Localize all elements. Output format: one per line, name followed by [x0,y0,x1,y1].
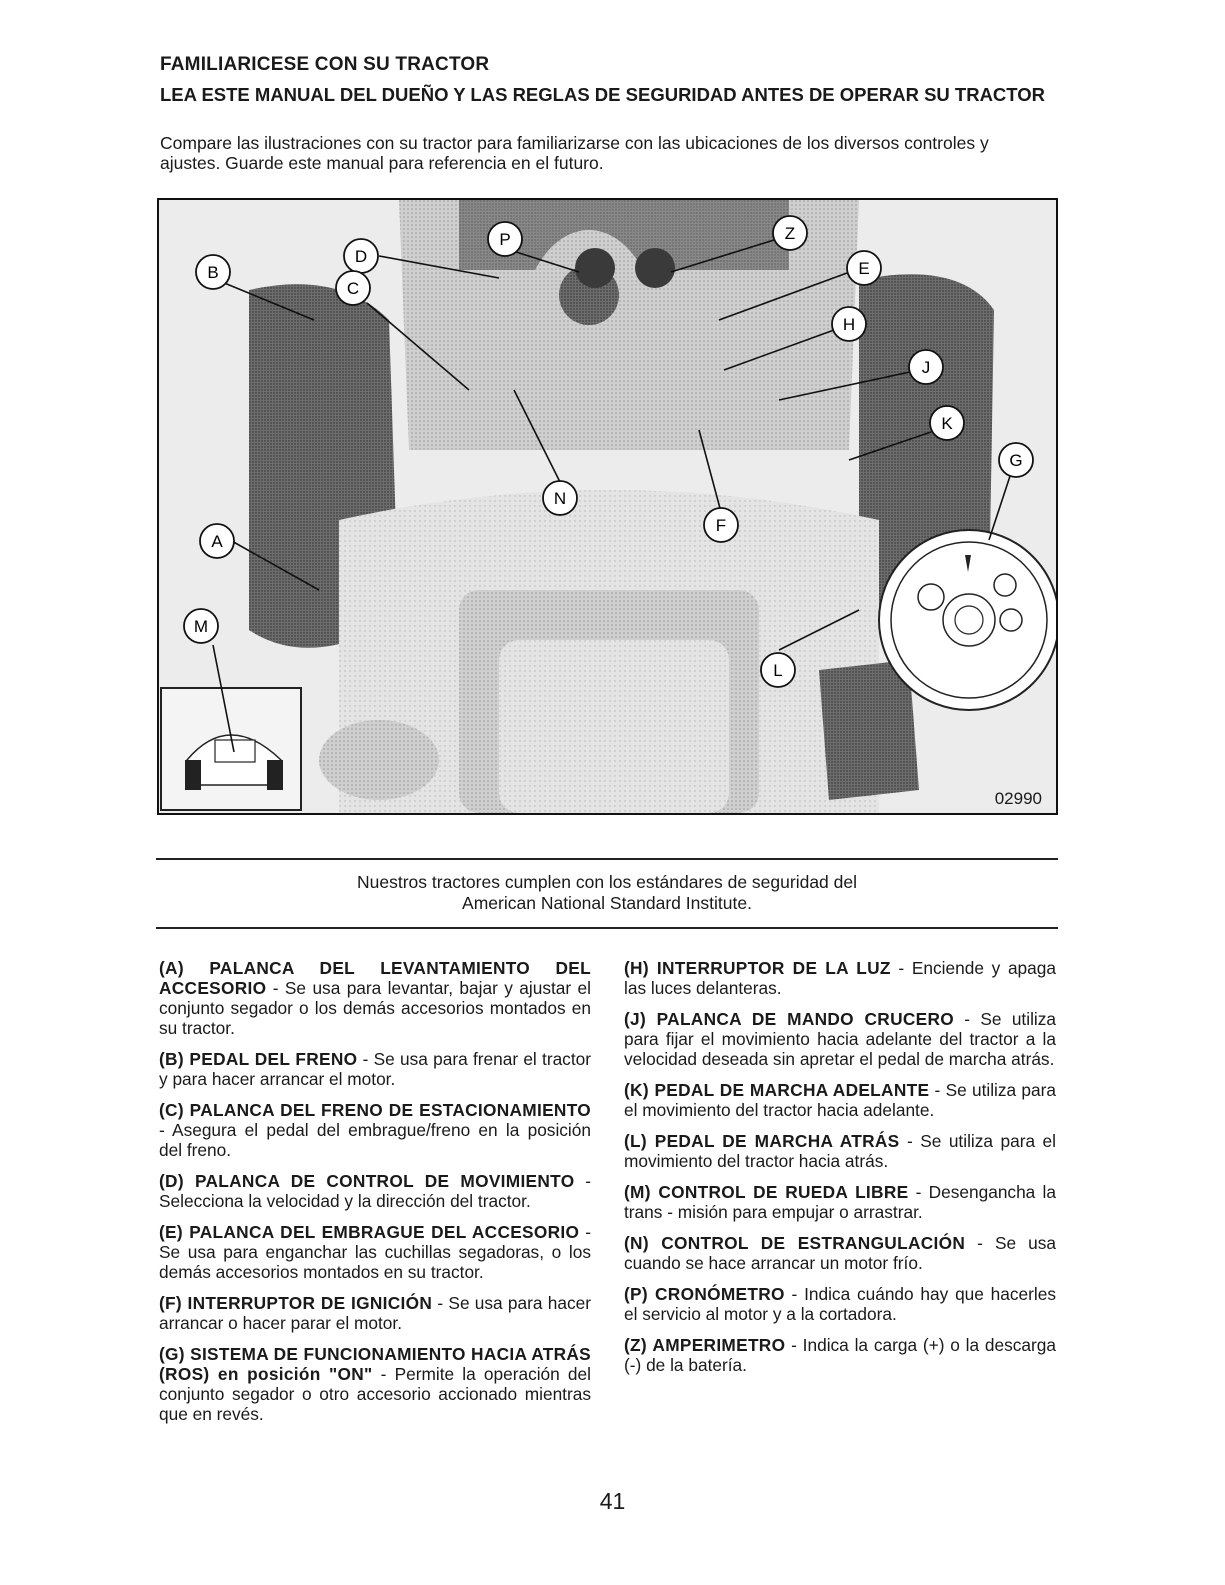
item-title: (Z) AMPERIMETRO [624,1335,786,1355]
svg-text:C: C [346,279,360,298]
page-title: FAMILIARICESE CON SU TRACTOR [160,54,490,75]
tractor-controls-figure [157,198,1058,815]
item-description: - Se usa para frenar el tractor y para hacer arrancar el motor. [159,1049,591,1089]
list-item [624,1080,1056,1120]
list-item [624,1131,1056,1171]
item-description: - Indica cuándo hay que hacerles el servicio al motor y a la cortadora. [624,1284,1057,1324]
list-item [624,1009,1056,1069]
item-description: - Se utiliza para el movimiento del tractor hacia adelante. [624,1080,1056,1120]
item-description: - Se usa para enganchar las cuchillas segadoras, o los demás accesorios montados en su tractor. [159,1222,592,1282]
item-title: (A) PALANCA DEL LEVANTAMIENTO DEL ACCESORIO [159,958,591,998]
callout-d [344,239,378,273]
list-item [624,1284,1056,1324]
item-description: - Indica la carga (+) o la descarga (-) de la batería. [624,1335,1056,1375]
callout-k [930,406,964,440]
item-title: (E) PALANCA DEL EMBRAGUE DEL ACCESORIO [159,1222,580,1242]
svg-text:K: K [941,414,953,433]
item-title: (D) PALANCA DE CONTROL DE MOVIMIENTO [159,1171,575,1191]
list-item [159,1222,591,1282]
divider-bottom [156,927,1058,929]
list-item [624,1233,1056,1273]
list-item [159,1049,591,1089]
page-subtitle: LEA ESTE MANUAL DEL DUEÑO Y LAS REGLAS DE SEGURIDAD ANTES DE OPERAR SU TRACTOR [160,84,1046,105]
item-description: - Se usa cuando se hace arrancar un motor frío. [624,1233,1056,1273]
svg-text:G: G [1009,451,1023,470]
intro-paragraph: Compare las ilustraciones con su tractor para familiarizarse con las ubicaciones de los diversos controles y ajustes. Guarde este manual para referencia en el futuro. [160,133,989,173]
svg-text:E: E [858,259,870,278]
item-description: - Asegura el pedal del embrague/freno en la posición del freno. [159,1120,591,1160]
item-description: - Se utiliza para fijar el movimiento hacia adelante del tractor a la velocidad deseada sin apretar el pedal de marcha atrás. [624,1009,1056,1069]
item-title: (F) INTERRUPTOR DE IGNICIÓN [159,1293,433,1313]
item-description: - Desengancha la trans - misión para empujar o arrastrar. [624,1182,1056,1222]
callout-p [488,222,522,256]
callout-e [847,251,881,285]
controls-list-right [624,958,1056,1386]
figure-number: 02990 [994,789,1042,808]
item-title: (J) PALANCA DE MANDO CRUCERO [624,1009,954,1029]
item-title: (M) CONTROL DE RUEDA LIBRE [624,1182,909,1202]
standards-note-line1: Nuestros tractores cumplen con los estándares de seguridad del [357,872,857,892]
list-item [624,958,1056,998]
controls-list-left [159,958,591,1435]
svg-text:A: A [211,532,223,551]
callout-h [832,307,866,341]
item-description: - Enciende y apaga las luces delanteras. [624,958,1056,998]
list-item [159,1293,591,1333]
callout-l [761,653,795,687]
item-title: (H) INTERRUPTOR DE LA LUZ [624,958,891,978]
svg-text:B: B [207,263,219,282]
list-item [159,1100,591,1160]
svg-text:H: H [842,315,856,334]
callout-f [704,508,738,542]
svg-text:F: F [715,516,727,535]
item-description: - Permite la operación del conjunto segador o otro accesorio accionado mientras que en revés. [159,1364,591,1424]
list-item [624,1182,1056,1222]
item-title: (K) PEDAL DE MARCHA ADELANTE [624,1080,930,1100]
list-item [159,1344,591,1424]
item-title: (N) CONTROL DE ESTRANGULACIÓN [624,1233,966,1253]
item-description: - Se usa para hacer arrancar o hacer parar el motor. [159,1293,591,1333]
list-item [159,1171,591,1211]
item-title: (C) PALANCA DEL FRENO DE ESTACIONAMIENTO [159,1100,591,1120]
callout-c [336,271,370,305]
divider-top [156,858,1058,860]
svg-text:P: P [499,230,511,249]
standards-note [156,872,1058,914]
callout-j [909,350,943,384]
svg-text:N: N [553,489,567,508]
item-title: (P) CRONÓMETRO [624,1284,785,1304]
list-item [159,958,591,1038]
page-number: 41 [599,1488,626,1514]
item-title: (G) SISTEMA DE FUNCIONAMIENTO HACIA ATRÁS (ROS) en posición "ON" [159,1344,591,1384]
svg-text:D: D [354,247,368,266]
svg-text:M: M [193,617,209,636]
callout-b [196,255,230,289]
item-description: - Selecciona la velocidad y la dirección del tractor. [159,1171,591,1211]
callout-n [543,481,577,515]
callout-a [200,524,234,558]
standards-note-line2: American National Standard Institute. [462,893,752,913]
item-title: (B) PEDAL DEL FRENO [159,1049,358,1069]
callout-g [999,443,1033,477]
callout-z [773,216,807,250]
item-description: - Se utiliza para el movimiento del tractor hacia atrás. [624,1131,1056,1171]
callout-m [184,609,218,643]
svg-text:Z: Z [784,224,796,243]
list-item [624,1335,1056,1375]
item-title: (L) PEDAL DE MARCHA ATRÁS [624,1131,900,1151]
svg-text:J: J [921,358,931,377]
tractor-illustration [159,200,1056,813]
svg-text:L: L [773,661,783,680]
item-description: - Se usa para levantar, bajar y ajustar el conjunto segador o los demás accesorios montados en su tractor. [159,978,591,1038]
